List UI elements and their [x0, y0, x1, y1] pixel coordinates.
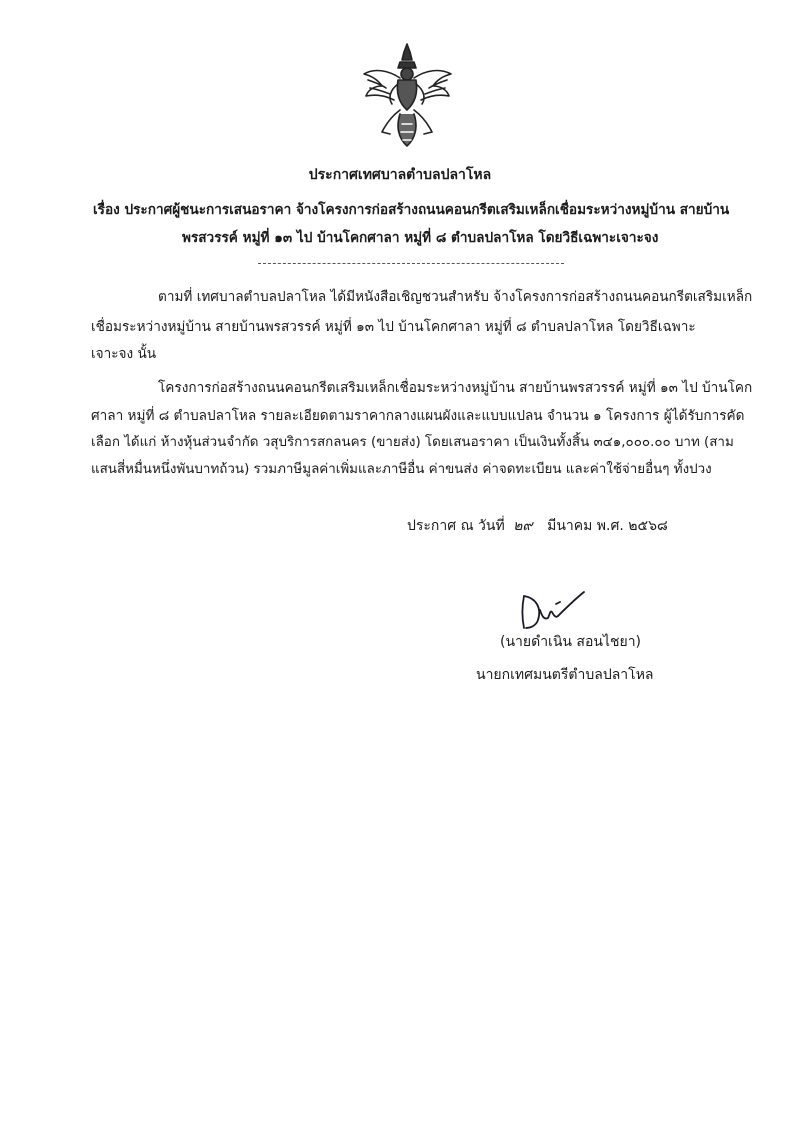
para2-line-2: ศาลา หมู่ที่ ๘ ตำบลปลาโหล รายละเอียดตามราคากลางแผนผังและแบบแปลน จำนวน ๑ โครงการ ผู้ได้รับการคัด [91, 408, 745, 424]
announce-prefix: ประกาศ ณ วันที่ [407, 518, 505, 534]
announce-month-year: มีนาคม พ.ศ. ๒๕๖๘ [547, 518, 668, 534]
signer-position: นายกเทศมนตรีตำบลปลาโหล [476, 667, 654, 683]
subject-line-2: พรสวรรค์ หมู่ที่ ๑๓ ไป บ้านโคกศาลา หมู่ที่ ๘ ตำบลปลาโหล โดยวิธีเฉพาะเจาะจง [182, 230, 659, 246]
para2-line-4: แสนสี่หมื่นหนึ่งพันบาทถ้วน) รวมภาษีมูลค่าเพิ่มและภาษีอื่น ค่าขนส่ง ค่าจดทะเบียน และค่าใช้จ่ายอื่นๆ ทั้งปวง [91, 462, 712, 477]
announce-day: ๒๙ [513, 518, 533, 534]
subject-line-1: เรื่อง ประกาศผู้ชนะการเสนอราคา จ้างโครงการก่อสร้างถนนคอนกรีตเสริมเหล็กเชื่อมระหว่างหมู่บ้าน สายบ้าน [93, 202, 730, 218]
signer-name: (นายดำเนิน สอนไชยา) [500, 634, 642, 650]
para1-line-3: เจาะจง นั้น [91, 346, 157, 362]
para2-line-1: โครงการก่อสร้างถนนคอนกรีตเสริมเหล็กเชื่อมระหว่างหมู่บ้าน สายบ้านพรสวรรค์ หมู่ที่ ๑๓ ไป บ้านโคก [158, 380, 753, 396]
garuda-emblem-icon [360, 40, 455, 150]
announce-date [407, 516, 668, 536]
announcement-title: ประกาศเทศบาลตำบลปลาโหล [308, 167, 492, 183]
header-divider [258, 263, 564, 264]
para2-line-3: เลือก ได้แก่ ห้างหุ้นส่วนจำกัด วสุบริการสกลนคร (ขายส่ง) โดยเสนอราคา เป็นเงินทั้งสิ้น ๓๔๑,๐๐๐.๐๐ บาท (สาม [91, 435, 734, 450]
para1-line-2: เชื่อมระหว่างหมู่บ้าน สายบ้านพรสวรรค์ หมู่ที่ ๑๓ ไป บ้านโคกศาลา หมู่ที่ ๘ ตำบลปลาโหล โดยวิธีเฉพาะ [91, 319, 696, 335]
para1-line-1: ตามที่ เทศบาลตำบลปลาโหล ได้มีหนังสือเชิญชวนสำหรับ จ้างโครงการก่อสร้างถนนคอนกรีตเสริมเหล็ก [158, 289, 753, 305]
handwritten-signature-icon [510, 588, 590, 638]
